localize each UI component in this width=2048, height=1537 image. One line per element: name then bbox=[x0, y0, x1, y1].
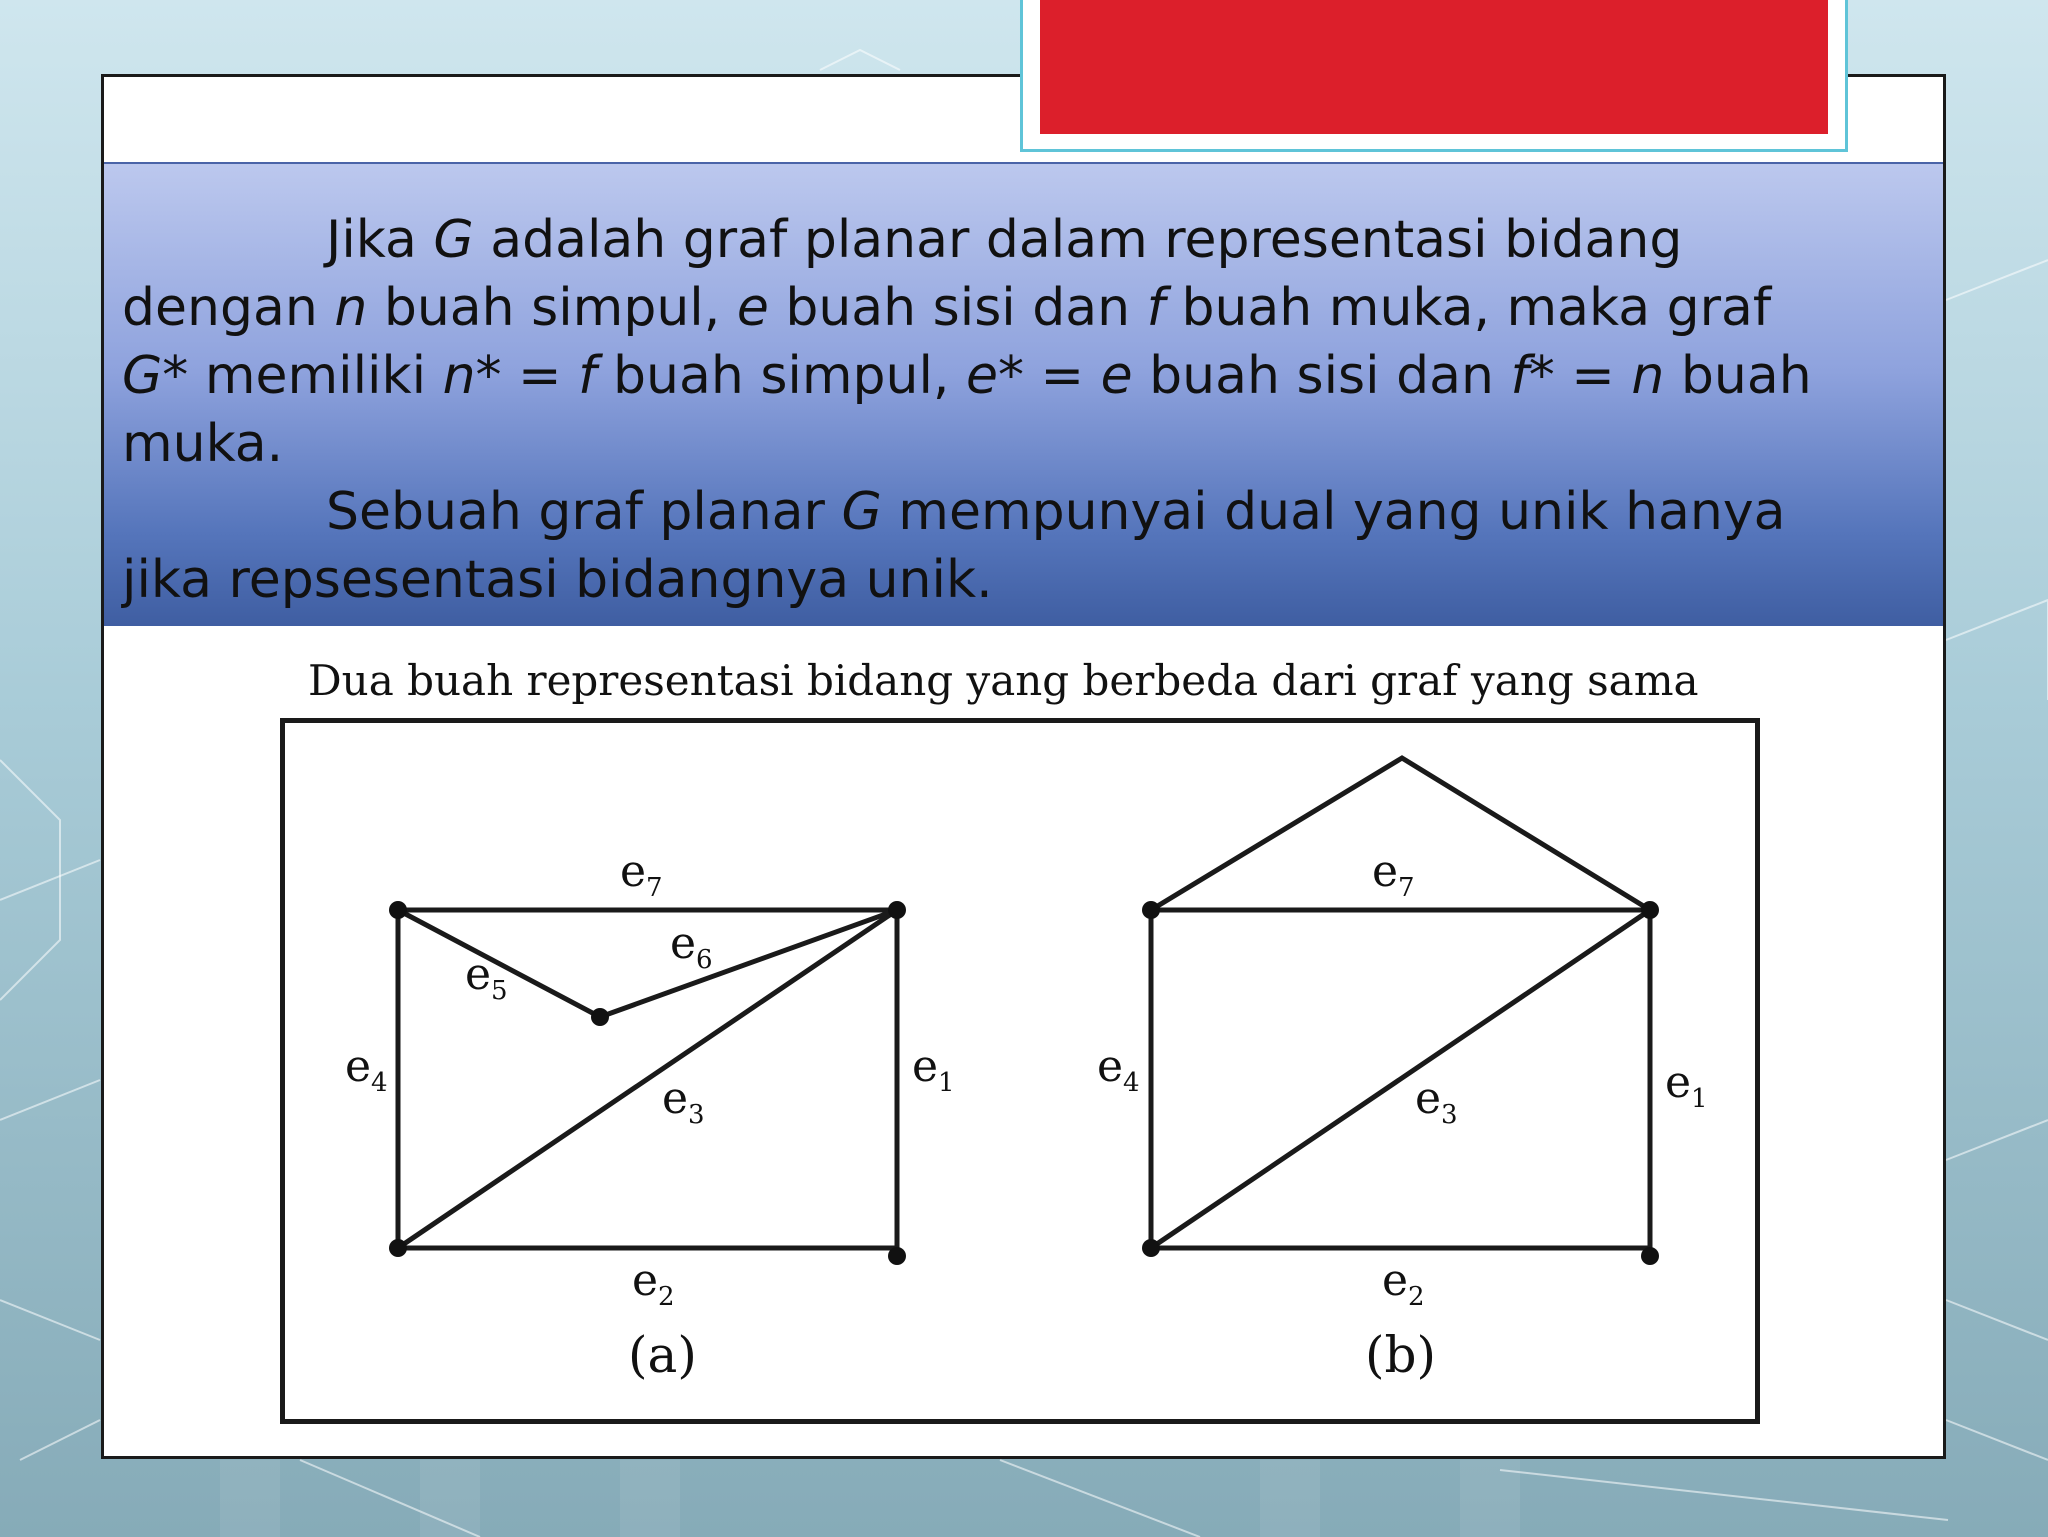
definition-text-band bbox=[104, 162, 1943, 626]
text-segment: buah simpul, bbox=[367, 278, 737, 338]
math-symbol: f bbox=[578, 346, 597, 406]
graph-diagram bbox=[285, 723, 1755, 1419]
text-line bbox=[122, 478, 1786, 546]
text-segment: buah sisi dan bbox=[768, 278, 1147, 338]
math-symbol: G bbox=[841, 482, 882, 542]
math-symbol: n bbox=[334, 278, 368, 338]
paragraph-dual-graph-definition bbox=[122, 206, 1812, 478]
text-segment: = bbox=[1024, 346, 1101, 406]
text-segment: muka. bbox=[122, 414, 284, 474]
graph-a-label-e1: $e_1$ bbox=[912, 1041, 955, 1098]
text-segment: Jika bbox=[326, 210, 434, 270]
graph-b-vertex bbox=[1142, 901, 1160, 919]
math-symbol: e bbox=[1100, 346, 1133, 406]
graph-b-vertex bbox=[1641, 1247, 1659, 1265]
text-segment: memiliki bbox=[188, 346, 443, 406]
graph-b-label-e1: $e_1$ bbox=[1665, 1057, 1708, 1114]
math-symbol: G* bbox=[122, 346, 189, 406]
math-symbol: G bbox=[433, 210, 474, 270]
text-segment: = bbox=[501, 346, 579, 406]
graph-b-label-e2: $e_2$ bbox=[1382, 1255, 1425, 1312]
math-symbol: e* bbox=[966, 346, 1024, 406]
graph-b bbox=[1151, 758, 1650, 1256]
graph-a-label-e3: $e_3$ bbox=[662, 1073, 705, 1130]
math-symbol: f bbox=[1146, 278, 1165, 338]
math-symbol: f* bbox=[1510, 346, 1555, 406]
text-line bbox=[122, 410, 1812, 478]
graph-a-label-e6: $e_6$ bbox=[670, 918, 713, 975]
graph-b-vertex bbox=[1641, 901, 1659, 919]
text-segment: buah bbox=[1664, 346, 1812, 406]
math-symbol: n* bbox=[442, 346, 502, 406]
text-segment: adalah graf planar dalam representasi bidang bbox=[473, 210, 1683, 270]
math-symbol: n bbox=[1631, 346, 1665, 406]
text-segment: buah sisi dan bbox=[1132, 346, 1511, 406]
graph-a-label-e5: $e_5$ bbox=[465, 949, 508, 1006]
graph-a-edge-e6 bbox=[600, 910, 897, 1017]
text-line bbox=[122, 546, 1786, 614]
graph-b-label-e7: $e_7$ bbox=[1372, 846, 1415, 903]
text-line bbox=[122, 342, 1812, 410]
graph-a-label-e2: $e_2$ bbox=[632, 1255, 675, 1312]
text-segment: buah muka, maka graf bbox=[1164, 278, 1772, 338]
graph-a-vertex bbox=[591, 1008, 609, 1026]
text-segment: buah simpul, bbox=[596, 346, 966, 406]
graph-b-vertex bbox=[1142, 1239, 1160, 1257]
math-symbol: e bbox=[736, 278, 769, 338]
graph-b-edge-e3 bbox=[1151, 910, 1650, 1248]
graph-a-label-e7: $e_7$ bbox=[620, 846, 663, 903]
text-segment: = bbox=[1554, 346, 1632, 406]
text-segment: Sebuah graf planar bbox=[326, 482, 842, 542]
text-segment: jika repsesentasi bidangnya unik. bbox=[122, 550, 993, 610]
graph-a-vertex bbox=[389, 901, 407, 919]
text-segment: dengan bbox=[122, 278, 335, 338]
paragraph-unique-dual bbox=[122, 478, 1786, 614]
title-tab bbox=[1040, 0, 1828, 134]
graph-b-label-e3: $e_3$ bbox=[1415, 1073, 1458, 1130]
graph-a-label-e4: $e_4$ bbox=[345, 1041, 388, 1098]
graph-a-vertex bbox=[888, 901, 906, 919]
graph-figure bbox=[280, 718, 1760, 1424]
graph-b-caption: (b) bbox=[1365, 1326, 1437, 1384]
figure-caption: Dua buah representasi bidang yang berbeda dari graf yang sama bbox=[308, 656, 1699, 705]
text-segment: mempunyai dual yang unik hanya bbox=[881, 482, 1786, 542]
graph-a-caption: (a) bbox=[628, 1326, 697, 1384]
graph-b-label-e4: $e_4$ bbox=[1097, 1041, 1140, 1098]
text-line bbox=[122, 274, 1812, 342]
text-line bbox=[122, 206, 1812, 274]
graph-a-vertex bbox=[888, 1247, 906, 1265]
graph-a-vertex bbox=[389, 1239, 407, 1257]
